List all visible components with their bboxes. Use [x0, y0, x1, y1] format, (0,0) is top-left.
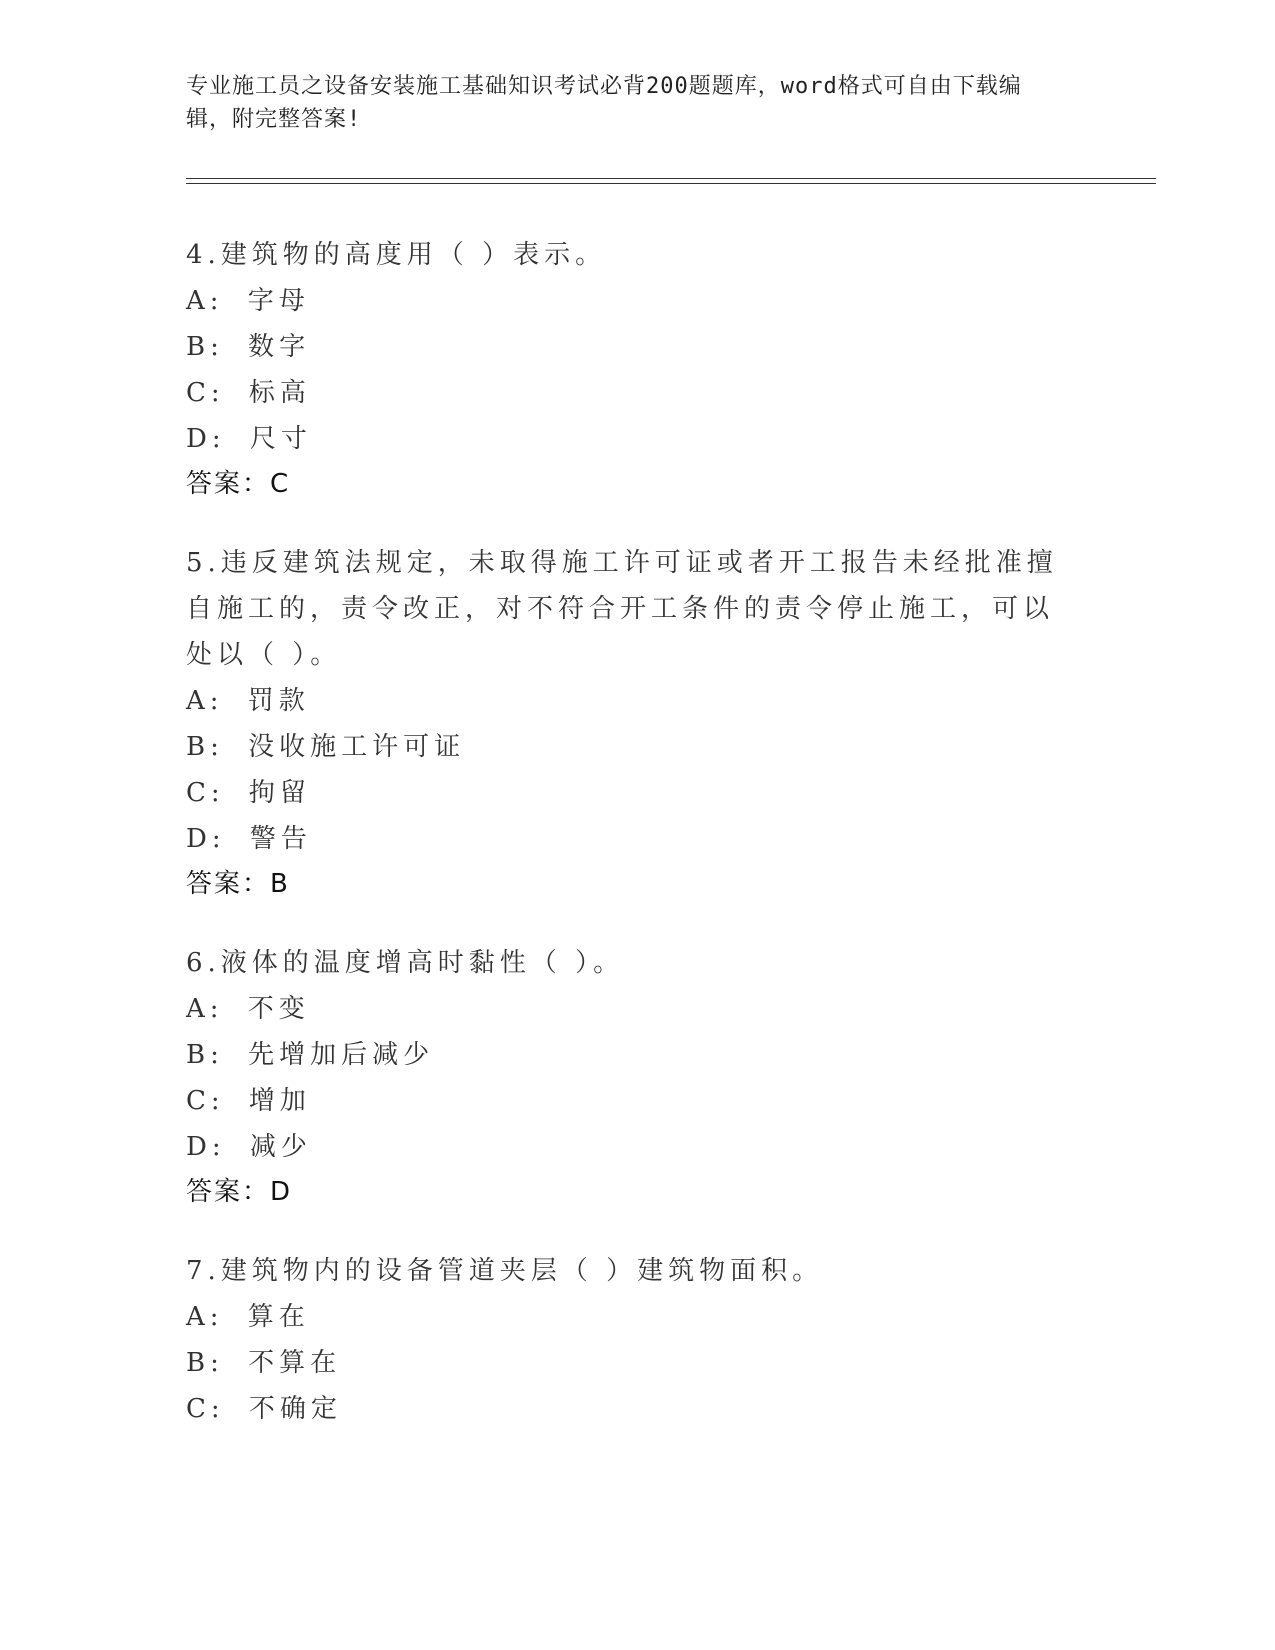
question-text: 5.违反建筑法规定，未取得施工许可证或者开工报告未经批准擅自施工的，责令改正，对不符合开工条件的责令停止施工，可以处以（ ）。: [186, 548, 1058, 670]
option-letter: A: [186, 286, 210, 316]
option-text: 字母: [247, 286, 310, 316]
option-text: 算在: [247, 1302, 310, 1332]
question-5: [186, 540, 1066, 906]
option-letter: B: [186, 332, 211, 362]
option-c: C : 拘留: [186, 770, 1066, 816]
header-divider-bottom: [186, 183, 1156, 184]
option-text: 减少: [249, 1132, 312, 1162]
option-text: 增加: [248, 1086, 311, 1116]
header-divider-top: [186, 178, 1156, 179]
option-letter: C: [186, 378, 211, 408]
option-letter: D: [186, 1132, 212, 1162]
option-b: B : 没收施工许可证: [186, 724, 1066, 770]
question-text: 7.建筑物内的设备管道夹层（ ）建筑物面积。: [186, 1256, 824, 1286]
question-text: 6.液体的温度增高时黏性（ ）。: [186, 948, 625, 978]
answer-label: 答案：B: [186, 869, 290, 899]
option-a: A : 不变: [186, 986, 1066, 1032]
option-d: D : 尺寸: [186, 416, 1066, 462]
option-d: D : 减少: [186, 1124, 1066, 1170]
document-header: 专业施工员之设备安装施工基础知识考试必背200题题库，word格式可自由下载编辑，附完整答案!: [186, 74, 1022, 132]
answer-label: 答案：C: [186, 469, 291, 499]
option-letter: C: [186, 1394, 211, 1424]
option-b: B : 不算在: [186, 1340, 1066, 1386]
option-b: B : 数字: [186, 324, 1066, 370]
option-a: A : 算在: [186, 1294, 1066, 1340]
option-c: C : 增加: [186, 1078, 1066, 1124]
option-letter: C: [186, 778, 211, 808]
option-text: 先增加后减少: [248, 1040, 435, 1070]
option-text: 没收施工许可证: [248, 732, 466, 762]
option-letter: A: [186, 994, 210, 1024]
question-list: [186, 232, 1066, 1466]
option-b: B : 先增加后减少: [186, 1032, 1066, 1078]
option-text: 不算在: [248, 1348, 342, 1378]
question-7: [186, 1248, 1066, 1432]
option-letter: B: [186, 732, 211, 762]
option-text: 拘留: [248, 778, 311, 808]
option-text: 警告: [249, 824, 312, 854]
option-c: C : 标高: [186, 370, 1066, 416]
option-d: D : 警告: [186, 816, 1066, 862]
question-6: [186, 940, 1066, 1214]
option-text: 标高: [248, 378, 311, 408]
option-text: 数字: [248, 332, 311, 362]
option-a: A : 字母: [186, 278, 1066, 324]
option-letter: C: [186, 1086, 211, 1116]
option-letter: D: [186, 824, 212, 854]
answer-label: 答案：D: [186, 1177, 293, 1207]
option-a: A : 罚款: [186, 678, 1066, 724]
question-4: [186, 232, 1066, 506]
option-letter: A: [186, 1302, 210, 1332]
option-letter: A: [186, 686, 210, 716]
question-text: 4.建筑物的高度用（ ）表示。: [186, 240, 607, 270]
option-letter: B: [186, 1348, 211, 1378]
option-text: 不变: [247, 994, 310, 1024]
option-text: 罚款: [247, 686, 310, 716]
option-text: 不确定: [248, 1394, 342, 1424]
option-c: C : 不确定: [186, 1386, 1066, 1432]
option-letter: B: [186, 1040, 211, 1070]
option-text: 尺寸: [249, 424, 312, 454]
option-letter: D: [186, 424, 212, 454]
